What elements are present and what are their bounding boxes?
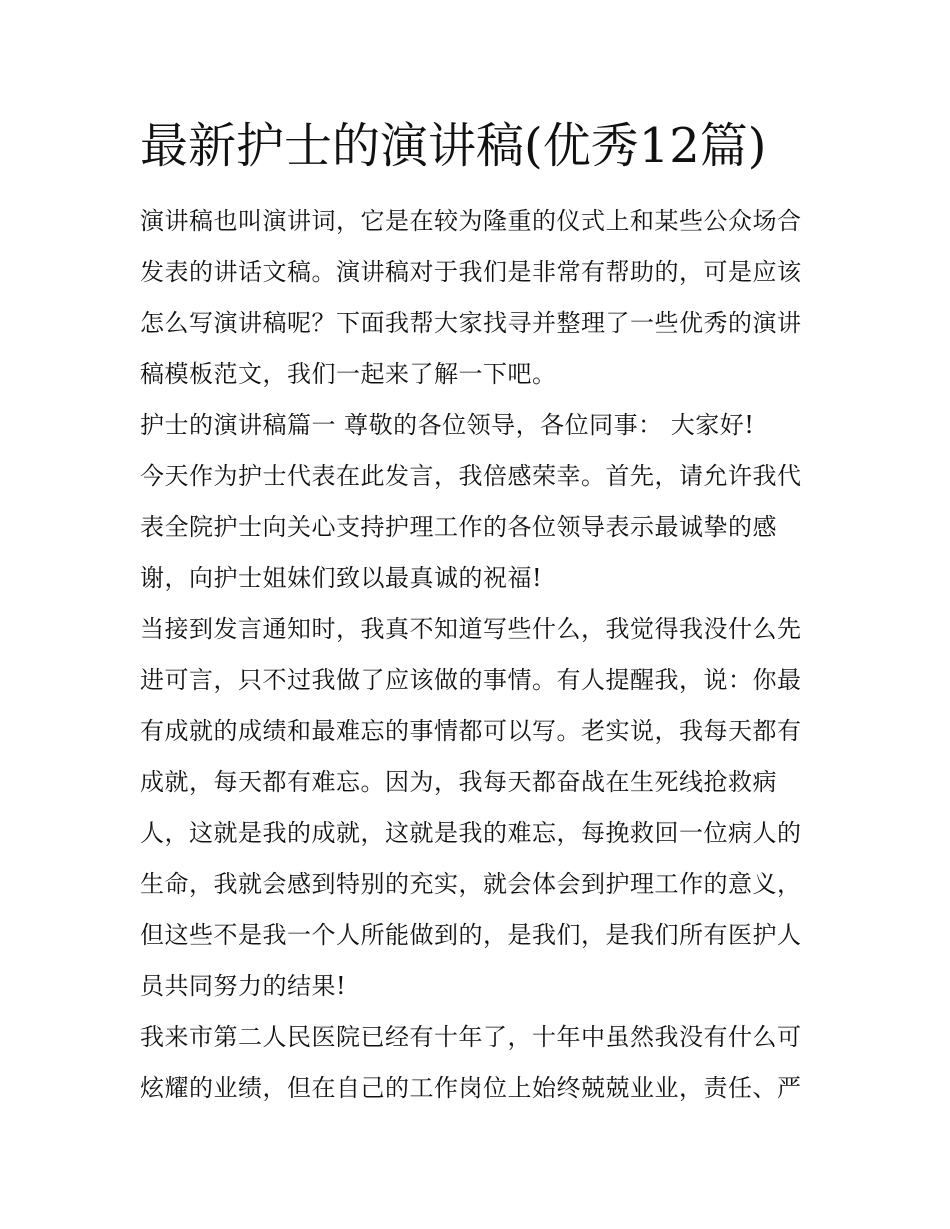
- body-line: 有成就的成绩和最难忘的事情都可以写。老实说，我每天都有: [140, 717, 802, 745]
- body-line: 演讲稿也叫演讲词，它是在较为隆重的仪式上和某些公众场合: [140, 207, 802, 235]
- body-line: 谢，向护士姐妹们致以最真诚的祝福!: [140, 564, 543, 592]
- body-line: 员共同努力的结果!: [140, 972, 347, 1000]
- body-line: 发表的讲话文稿。演讲稿对于我们是非常有帮助的，可是应该: [140, 258, 802, 286]
- body-line: 成就，每天都有难忘。因为，我每天都奋战在生死线抢救病: [140, 768, 777, 796]
- body-line: 但这些不是我一个人所能做到的，是我们，是我们所有医护人: [140, 921, 802, 949]
- body-line: 今天作为护士代表在此发言，我倍感荣幸。首先，请允许我代: [140, 462, 802, 490]
- document-title: 最新护士的演讲稿(优秀12篇): [140, 118, 767, 174]
- section-heading-line: 护士的演讲稿篇一 尊敬的各位领导，各位同事： 大家好!: [140, 411, 755, 439]
- body-line: 炫耀的业绩，但在自己的工作岗位上始终兢兢业业，责任、严: [140, 1074, 802, 1102]
- body-line: 表全院护士向关心支持护理工作的各位领导表示最诚挚的感: [140, 513, 777, 541]
- body-line: 稿模板范文，我们一起来了解一下吧。: [140, 360, 557, 388]
- document-body: [140, 196, 820, 1114]
- body-line: 当接到发言通知时，我真不知道写些什么，我觉得我没什么先: [140, 615, 802, 643]
- body-line: 人，这就是我的成就，这就是我的难忘，每挽救回一位病人的: [140, 819, 802, 847]
- body-line: 怎么写演讲稿呢？下面我帮大家找寻并整理了一些优秀的演讲: [140, 309, 802, 337]
- body-line: 我来市第二人民医院已经有十年了，十年中虽然我没有什么可: [140, 1023, 802, 1051]
- body-line: 进可言，只不过我做了应该做的事情。有人提醒我，说：你最: [140, 666, 802, 694]
- body-line: 生命，我就会感到特别的充实，就会体会到护理工作的意义，: [140, 870, 802, 898]
